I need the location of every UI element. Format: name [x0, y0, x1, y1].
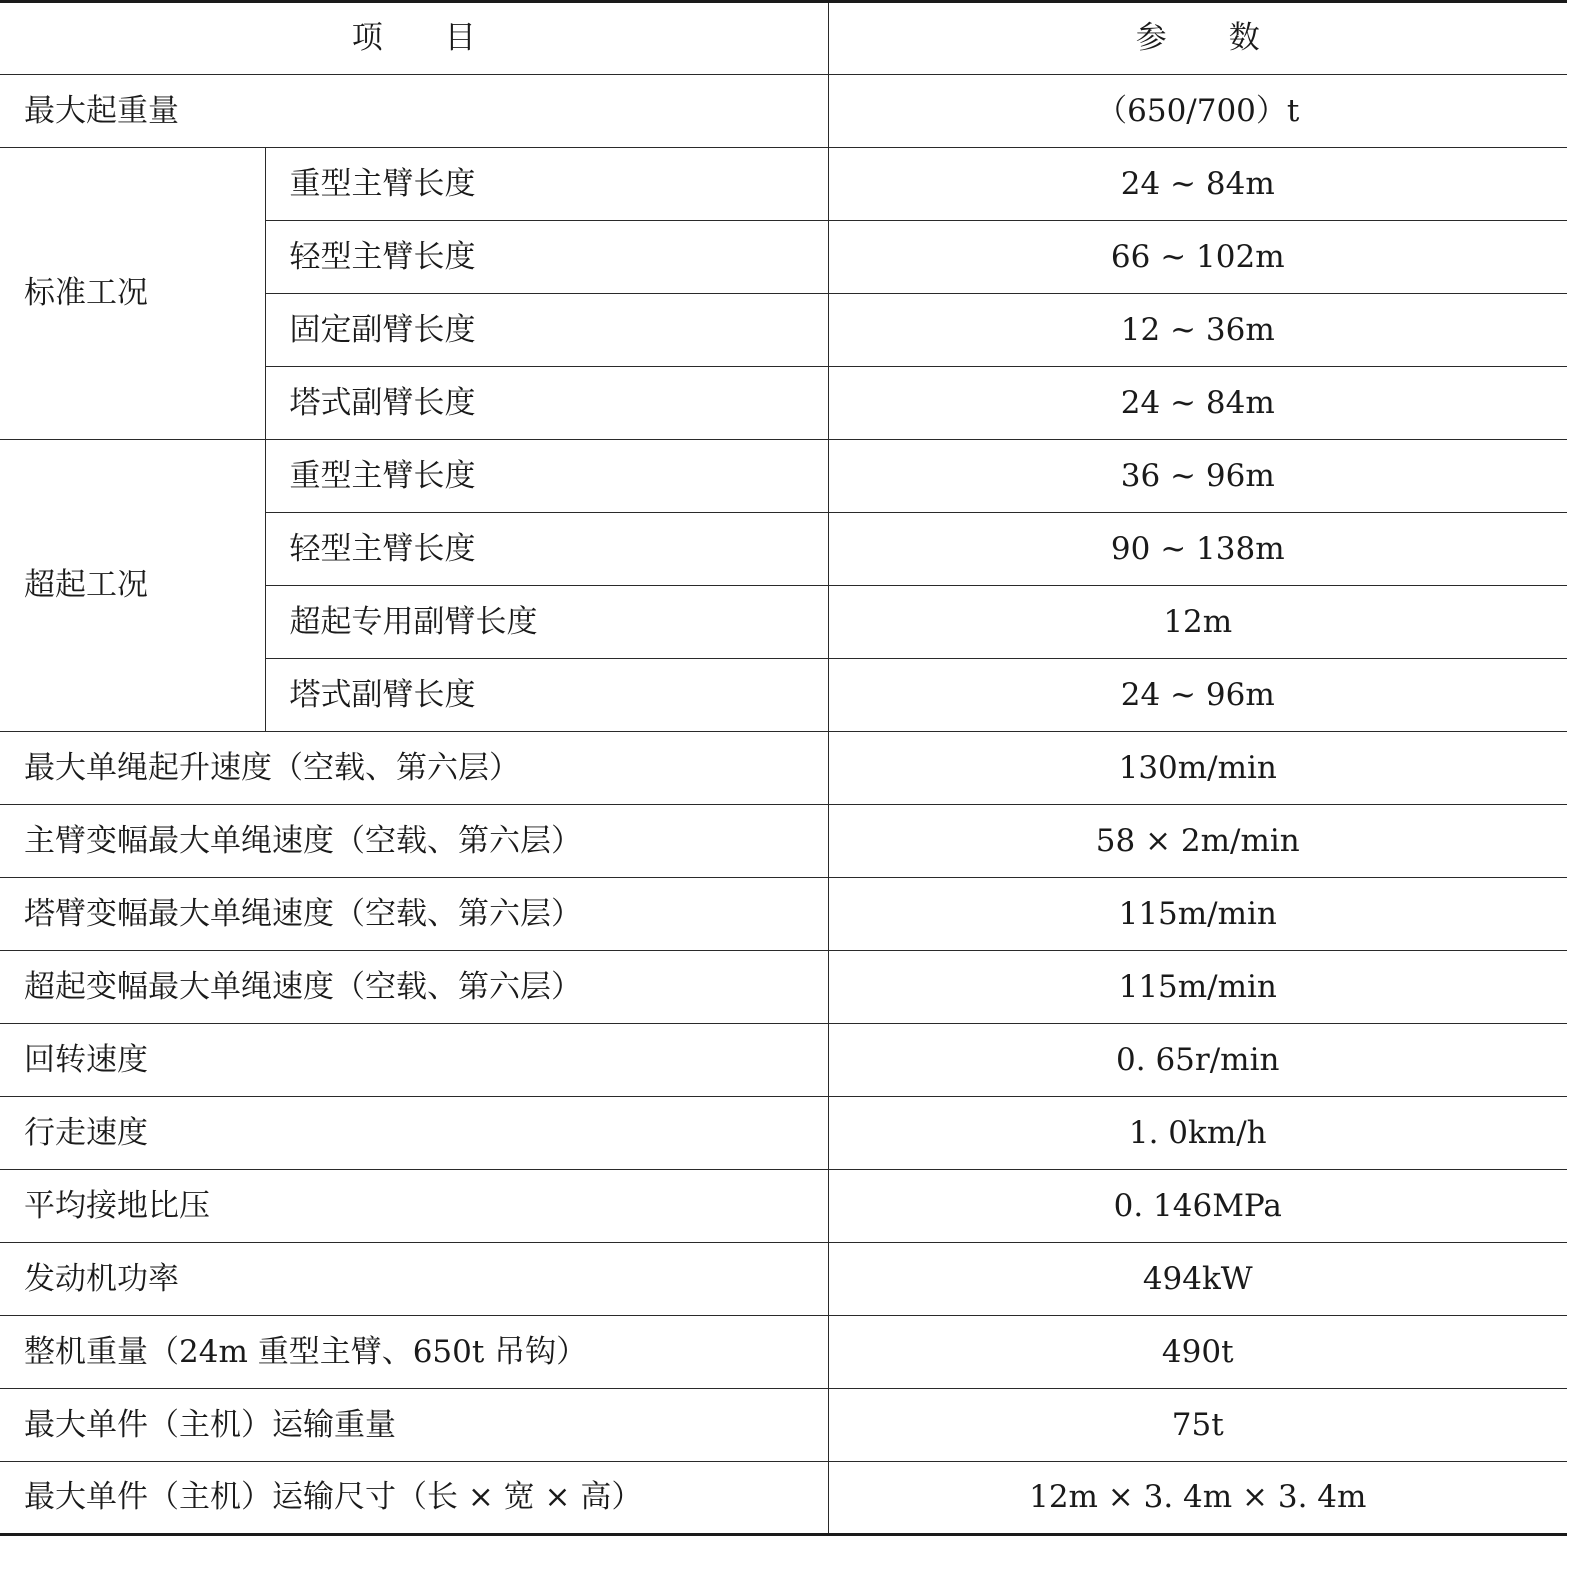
row-item: 超起变幅最大单绳速度（空载、第六层）	[0, 951, 828, 1024]
row-value: 75t	[828, 1389, 1567, 1462]
row-item: 发动机功率	[0, 1243, 828, 1316]
row-value: 115m/min	[828, 878, 1567, 951]
row-item: 最大单绳起升速度（空载、第六层）	[0, 732, 828, 805]
header-item-label: 项 目	[351, 20, 476, 56]
row-item: 最大起重量	[0, 75, 828, 148]
table-row	[0, 440, 1567, 513]
table-row	[0, 951, 1567, 1024]
row-value: 24 ~ 96m	[828, 659, 1567, 732]
row-item: 重型主臂长度	[265, 440, 828, 513]
row-item: 轻型主臂长度	[265, 221, 828, 294]
row-item: 塔式副臂长度	[265, 367, 828, 440]
row-item: 重型主臂长度	[265, 148, 828, 221]
group-label-standard: 标准工况	[0, 148, 265, 440]
row-value: 1. 0km/h	[828, 1097, 1567, 1170]
row-item: 回转速度	[0, 1024, 828, 1097]
table-header-row	[0, 2, 1567, 75]
table-row	[0, 1389, 1567, 1462]
table-row	[0, 1024, 1567, 1097]
row-item: 固定副臂长度	[265, 294, 828, 367]
table-row	[0, 148, 1567, 221]
row-value: （650/700）t	[828, 75, 1567, 148]
header-value-label: 参 数	[1135, 20, 1260, 56]
row-item: 行走速度	[0, 1097, 828, 1170]
row-item: 轻型主臂长度	[265, 513, 828, 586]
table-row	[0, 75, 1567, 148]
table-row	[0, 1243, 1567, 1316]
row-value: 90 ~ 138m	[828, 513, 1567, 586]
header-value	[828, 2, 1567, 75]
table-row	[0, 878, 1567, 951]
row-item: 整机重量（24m 重型主臂、650t 吊钩）	[0, 1316, 828, 1389]
row-value: 12 ~ 36m	[828, 294, 1567, 367]
row-value: 12m	[828, 586, 1567, 659]
row-value: 12m × 3. 4m × 3. 4m	[828, 1462, 1567, 1535]
row-value: 24 ~ 84m	[828, 367, 1567, 440]
row-item: 塔式副臂长度	[265, 659, 828, 732]
row-value: 36 ~ 96m	[828, 440, 1567, 513]
row-item: 最大单件（主机）运输重量	[0, 1389, 828, 1462]
group-label-superlift: 超起工况	[0, 440, 265, 732]
row-value: 130m/min	[828, 732, 1567, 805]
table-row	[0, 1097, 1567, 1170]
row-item: 最大单件（主机）运输尺寸（长 × 宽 × 高）	[0, 1462, 828, 1535]
row-item: 超起专用副臂长度	[265, 586, 828, 659]
row-value: 58 × 2m/min	[828, 805, 1567, 878]
header-item	[0, 2, 828, 75]
row-value: 494kW	[828, 1243, 1567, 1316]
row-value: 24 ~ 84m	[828, 148, 1567, 221]
table-row	[0, 1316, 1567, 1389]
row-value: 66 ~ 102m	[828, 221, 1567, 294]
row-item: 平均接地比压	[0, 1170, 828, 1243]
table-row	[0, 1462, 1567, 1535]
table-row	[0, 1170, 1567, 1243]
row-value: 0. 65r/min	[828, 1024, 1567, 1097]
row-value: 115m/min	[828, 951, 1567, 1024]
row-value: 0. 146MPa	[828, 1170, 1567, 1243]
row-item: 塔臂变幅最大单绳速度（空载、第六层）	[0, 878, 828, 951]
table-row	[0, 732, 1567, 805]
row-item: 主臂变幅最大单绳速度（空载、第六层）	[0, 805, 828, 878]
row-value: 490t	[828, 1316, 1567, 1389]
table-row	[0, 805, 1567, 878]
